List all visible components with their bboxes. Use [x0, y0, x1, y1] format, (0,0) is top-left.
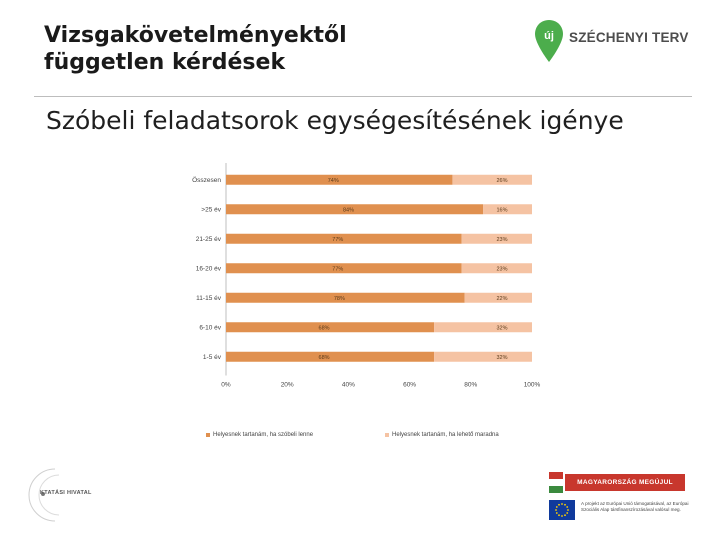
- data-label-series-2: 26%: [496, 177, 508, 184]
- eu-flag-icon: [549, 500, 575, 520]
- bar-segment-series-2: [434, 322, 532, 332]
- legend-swatch-series-2: [385, 433, 389, 437]
- category-label: 6-10 év: [199, 324, 221, 332]
- x-tick-label: 20%: [280, 381, 294, 389]
- legend-item-series-1: [206, 432, 313, 438]
- slide-title-line-2: független kérdések: [44, 50, 286, 75]
- x-tick-label: 0%: [221, 381, 231, 389]
- data-label-series-2: 32%: [496, 325, 508, 332]
- data-label-series-1: 77%: [332, 266, 344, 273]
- eu-funding-text: A projekt az Európai Unió támogatásával, az Európai Szociális Alap társfinanszírozásával valósul meg.: [581, 501, 689, 513]
- bar-segment-series-1: [226, 175, 452, 185]
- legend-item-series-2: [385, 432, 499, 438]
- bar-segment-series-1: [226, 352, 434, 362]
- data-label-series-2: 23%: [496, 266, 508, 273]
- office-logo-text: KTATÁSI HIVATAL: [40, 490, 92, 496]
- legend-label-series-2: Helyesnek tartanám, ha lehető maradna: [392, 432, 499, 438]
- data-label-series-2: 16%: [496, 207, 508, 214]
- category-label: 21-25 év: [195, 235, 221, 243]
- x-tick-label: 60%: [403, 381, 417, 389]
- x-tick-label: 100%: [523, 381, 541, 389]
- x-tick-label: 80%: [464, 381, 478, 389]
- data-label-series-2: 23%: [496, 236, 508, 243]
- chart-heading: Szóbeli feladatsorok egységesítésének igénye: [46, 106, 624, 135]
- data-label-series-2: 32%: [496, 354, 508, 361]
- data-label-series-1: 84%: [343, 207, 355, 214]
- bar-segment-series-1: [226, 234, 462, 244]
- category-label: >25 év: [201, 206, 221, 214]
- hungarian-flag-icon: [549, 472, 563, 493]
- bar-segment-series-1: [226, 293, 465, 303]
- magyarorszag-megujul-block: [549, 472, 689, 527]
- data-label-series-1: 68%: [318, 354, 330, 361]
- data-label-series-1: 68%: [318, 325, 330, 332]
- slide-title-line-1: Vizsgakövetelményektől: [44, 23, 347, 48]
- category-label: 16-20 év: [195, 265, 221, 273]
- data-label-series-1: 74%: [327, 177, 339, 184]
- bar-segment-series-1: [226, 263, 462, 273]
- megujul-banner: MAGYARORSZÁG MEGÚJUL: [565, 474, 685, 491]
- x-tick-label: 40%: [341, 381, 355, 389]
- legend-swatch-series-1: [206, 433, 210, 437]
- bar-segment-series-1: [226, 204, 483, 214]
- legend-label-series-1: Helyesnek tartanám, ha szóbeli lenne: [213, 432, 314, 438]
- data-label-series-2: 22%: [496, 295, 508, 302]
- logo-text: SZÉCHENYI TERV: [569, 30, 689, 45]
- data-label-series-1: 78%: [333, 295, 345, 302]
- bar-segment-series-2: [434, 352, 532, 362]
- logo-icon-letter: új: [544, 30, 554, 42]
- data-label-series-1: 77%: [332, 236, 344, 243]
- bar-segment-series-2: [452, 175, 532, 185]
- bar-segment-series-2: [483, 204, 532, 214]
- bar-segment-series-1: [226, 322, 434, 332]
- category-label: Összesen: [192, 176, 221, 184]
- category-label: 1-5 év: [202, 353, 221, 361]
- category-label: 11-15 év: [196, 294, 221, 302]
